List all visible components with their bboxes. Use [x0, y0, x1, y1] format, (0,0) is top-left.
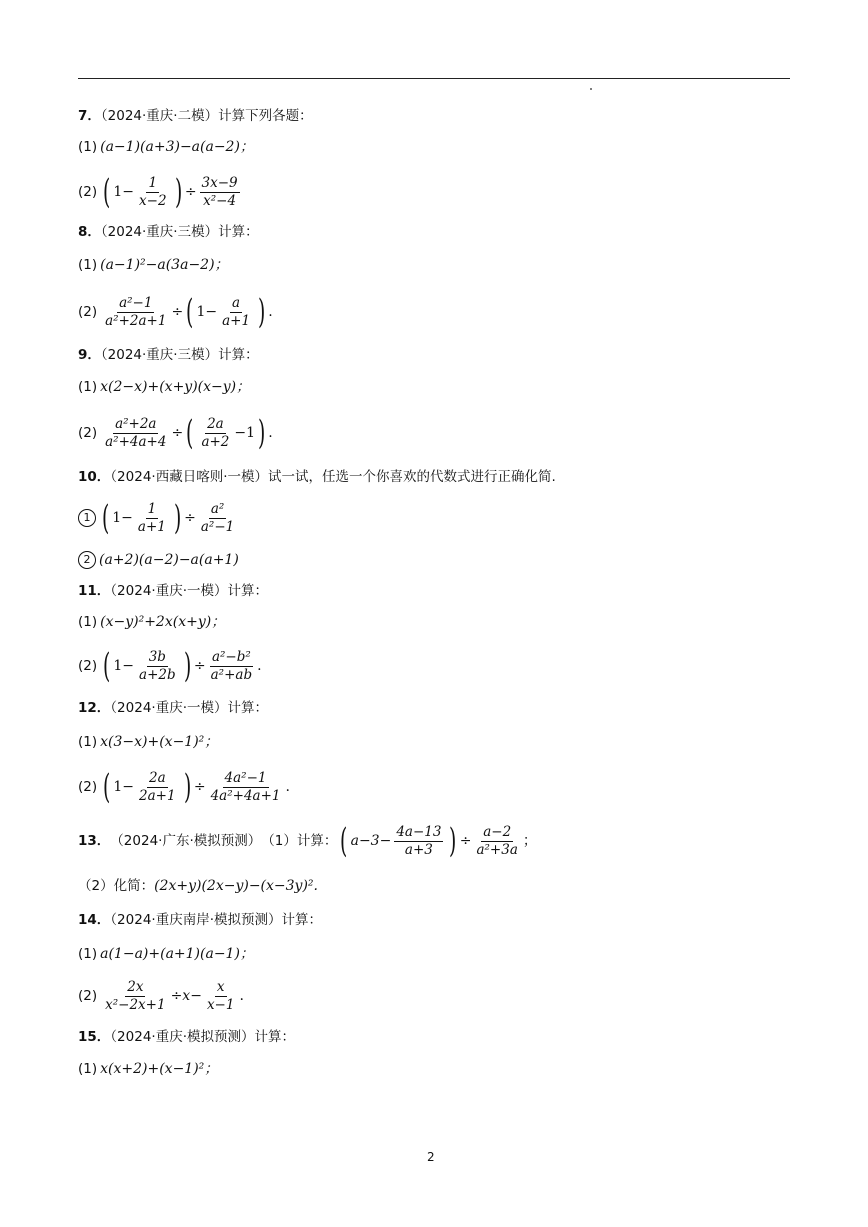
period: .: [257, 658, 262, 674]
part-label: (1): [78, 139, 98, 155]
math-expression: (2x+y)(2x−y)−(x−3y)².: [154, 878, 318, 894]
question-14-part-1: [78, 944, 254, 964]
question-number: 10．: [78, 469, 111, 485]
fraction-denominator: a+2: [201, 433, 230, 450]
part-label: (2): [78, 779, 98, 795]
right-paren: ): [258, 292, 266, 332]
question-number: 14．: [78, 912, 111, 928]
right-paren: ): [173, 498, 182, 538]
question-8-heading: [78, 222, 259, 242]
fraction-denominator: a+2b: [139, 666, 176, 683]
fraction-denominator: a²+3a: [476, 841, 518, 858]
fraction-numerator: a²−1: [119, 294, 153, 311]
part-label: (2): [78, 988, 98, 1004]
part-label: (1): [78, 379, 98, 395]
math-term: 1−: [112, 510, 133, 526]
fraction-denominator: x²−4: [203, 192, 237, 209]
fraction-numerator: a²+2a: [115, 415, 157, 432]
question-number: 15．: [78, 1029, 111, 1045]
question-9-heading: [78, 345, 259, 365]
question-source: （2024·广东·模拟预测）: [110, 833, 262, 849]
question-instruction: 计算：: [218, 224, 259, 240]
fraction-denominator: a+3: [404, 841, 433, 858]
fraction: [137, 770, 178, 805]
math-term: 1−: [113, 779, 135, 795]
math-term: a−3−: [350, 833, 392, 849]
fraction-numerator: a−2: [483, 823, 512, 840]
question-source: （2024·重庆·一模）: [110, 583, 228, 599]
fraction-denominator: x²−2x+1: [105, 996, 166, 1013]
fraction: [394, 824, 443, 859]
fraction-denominator: a²−1: [200, 518, 235, 535]
fraction: [474, 824, 519, 859]
question-11-part-2: [78, 646, 262, 686]
question-12-part-2: [78, 767, 290, 807]
math-term: −1: [234, 425, 256, 441]
divide-sign: ÷: [193, 658, 206, 674]
math-expression: (a−1)²−a(3a−2)；: [100, 257, 229, 273]
part-label: (2): [78, 658, 98, 674]
part-label: (1): [78, 614, 98, 630]
question-instruction: 计算：: [218, 347, 259, 363]
question-source: （2024·重庆·模拟预测）: [110, 1029, 255, 1045]
question-number: 11．: [78, 583, 111, 599]
question-instruction: 计算：: [281, 912, 322, 928]
fraction-denominator: a+1: [137, 518, 166, 535]
question-instruction: 计算：: [227, 583, 268, 599]
math-term: 1−: [113, 184, 135, 200]
question-14-heading: [78, 910, 322, 930]
fraction: [199, 501, 236, 536]
question-12-part-1: [78, 732, 218, 752]
question-11-part-1: [78, 612, 225, 632]
math-expression: x(2−x)+(x+y)(x−y)；: [100, 379, 251, 395]
header-dot: [590, 88, 592, 90]
fraction-numerator: a²: [210, 500, 225, 517]
left-paren: (: [101, 498, 110, 538]
divide-sign: ÷: [184, 184, 197, 200]
question-number: 13．: [78, 833, 111, 849]
question-11-heading: [78, 581, 268, 601]
question-instruction: 计算下列各题：: [218, 108, 313, 124]
fraction-denominator: a+1: [222, 312, 251, 329]
question-instruction: 试一试，任选一个你喜欢的代数式进行正确化简.: [268, 469, 556, 485]
fraction: [103, 295, 168, 330]
fraction: [103, 416, 168, 451]
question-8-part-2: [78, 292, 273, 332]
question-10-part-1: [78, 498, 239, 538]
question-instruction: 计算：: [227, 700, 268, 716]
fraction-numerator: 1: [147, 500, 157, 517]
left-paren: (: [103, 646, 111, 686]
question-source: （2024·重庆南岸·模拟预测）: [110, 912, 282, 928]
question-instruction: 计算：: [254, 1029, 295, 1045]
fraction-numerator: 4a−13: [396, 823, 442, 840]
question-number: 9．: [78, 347, 101, 363]
question-number: 8．: [78, 224, 101, 240]
fraction-denominator: x−2: [139, 192, 167, 209]
part-label: (1): [78, 1061, 98, 1077]
part-label: (2): [78, 184, 98, 200]
circled-number-label: 2: [78, 551, 96, 569]
question-number: 12．: [78, 700, 111, 716]
question-7-part-1: [78, 137, 254, 157]
divide-sign: ÷: [193, 779, 206, 795]
fraction-numerator: 2a: [148, 769, 166, 786]
right-paren: ): [183, 646, 191, 686]
question-source: （2024·重庆·三模）: [100, 347, 219, 363]
part-label: (2): [78, 304, 98, 320]
fraction-denominator: a²+4a+4: [105, 433, 167, 450]
fraction-numerator: 3x−9: [201, 174, 238, 191]
period: .: [268, 425, 273, 441]
divide-sign: ÷: [459, 833, 472, 849]
fraction-numerator: a: [232, 294, 241, 311]
fraction: [209, 649, 254, 684]
question-13-part-2: [78, 876, 318, 896]
left-paren: (: [103, 767, 111, 807]
math-term: ÷x−: [170, 988, 202, 1004]
left-paren: (: [186, 413, 194, 453]
period: .: [285, 779, 290, 795]
fraction-denominator: a²+ab: [210, 666, 253, 683]
question-source: （2024·重庆·三模）: [100, 224, 219, 240]
question-15-heading: [78, 1027, 295, 1047]
math-expression: x(x+2)+(x−1)²；: [100, 1061, 219, 1077]
math-term: 1−: [196, 304, 218, 320]
question-8-part-1: [78, 255, 229, 275]
question-7-part-2: [78, 172, 243, 212]
fraction-numerator: a²−b²: [211, 648, 251, 665]
right-paren: ): [174, 172, 182, 212]
fraction-numerator: 3b: [148, 648, 166, 665]
question-15-part-1: [78, 1059, 218, 1079]
fraction-numerator: 2a: [207, 415, 224, 432]
period: .: [268, 304, 273, 320]
right-paren: ): [183, 767, 191, 807]
question-10-part-2: [78, 550, 239, 570]
part-label: (1): [78, 734, 98, 750]
fraction-denominator: 2a+1: [139, 787, 176, 804]
fraction-denominator: x−1: [206, 996, 235, 1013]
fraction: [137, 175, 169, 210]
page-number: 2: [427, 1150, 435, 1164]
part-label: (1): [78, 257, 98, 273]
math-expression: (a+2)(a−2)−a(a+1): [99, 552, 239, 568]
question-12-heading: [78, 698, 268, 718]
question-13-heading: [78, 821, 537, 861]
divide-sign: ÷: [184, 510, 196, 526]
part-label: (1): [78, 946, 98, 962]
question-source: （2024·西藏日喀则·一模）: [110, 469, 268, 485]
fraction-numerator: 1: [148, 174, 158, 191]
fraction: [136, 501, 168, 536]
math-expression: x(3−x)+(x−1)²；: [100, 734, 219, 750]
question-source: （2024·重庆·二模）: [100, 108, 219, 124]
fraction: [220, 295, 252, 330]
right-paren: ): [449, 821, 457, 861]
question-10-heading: [78, 467, 556, 487]
left-paren: (: [340, 821, 348, 861]
math-expression: a(1−a)+(a+1)(a−1)；: [100, 946, 254, 962]
divide-sign: ÷: [171, 425, 184, 441]
fraction: [103, 979, 167, 1014]
question-number: 7．: [78, 108, 101, 124]
left-paren: (: [103, 172, 111, 212]
circled-number-label: 1: [78, 509, 96, 527]
math-term: 1−: [113, 658, 135, 674]
question-9-part-1: [78, 377, 250, 397]
fraction-numerator: 2x: [127, 978, 144, 995]
fraction: [200, 175, 240, 210]
question-instruction: （1）计算：: [261, 833, 338, 849]
fraction: [199, 416, 231, 451]
question-source: （2024·重庆·一模）: [110, 700, 228, 716]
part-instruction: （2）化简：: [78, 878, 155, 894]
period: .: [239, 988, 244, 1004]
left-paren: (: [186, 292, 194, 332]
question-14-part-2: [78, 976, 244, 1016]
math-expression: (a−1)(a+3)−a(a−2)；: [100, 139, 254, 155]
header-rule: [78, 78, 790, 79]
fraction-numerator: x: [216, 978, 225, 995]
fraction: [209, 770, 283, 805]
fraction-numerator: 4a²−1: [224, 769, 267, 786]
fraction-denominator: 4a²+4a+1: [210, 787, 281, 804]
fraction: [205, 979, 237, 1014]
fraction: [137, 649, 178, 684]
divide-sign: ÷: [171, 304, 184, 320]
right-paren: ): [258, 413, 266, 453]
math-expression: (x−y)²+2x(x+y)；: [100, 614, 226, 630]
part-label: (2): [78, 425, 98, 441]
question-7-heading: [78, 106, 313, 126]
semicolon: ；: [522, 833, 537, 849]
fraction-denominator: a²+2a+1: [105, 312, 167, 329]
question-9-part-2: [78, 413, 273, 453]
